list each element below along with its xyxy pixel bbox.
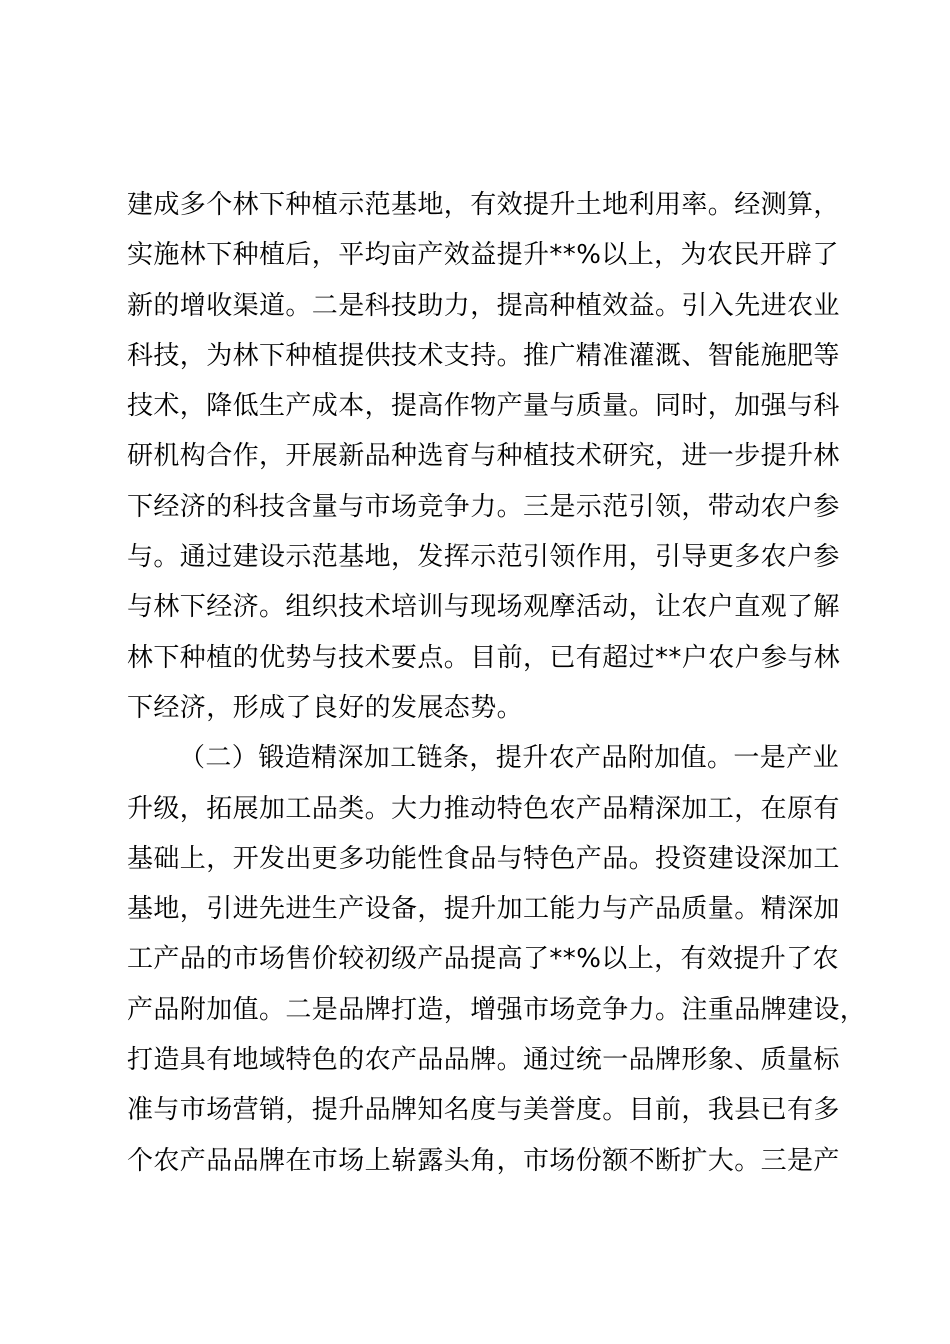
- text-line: 与。通过建设示范基地，发挥示范引领作用，引导更多农户参: [127, 542, 840, 573]
- text-line: 升级，拓展加工品类。大力推动特色农产品精深加工，在原有: [127, 793, 840, 824]
- text-line: 产品附加值。二是品牌打造，增强市场竞争力。注重品牌建设，: [127, 994, 867, 1025]
- text-line: 研机构合作，开展新品种选育与种植技术研究，进一步提升林: [127, 441, 840, 472]
- text-line: 新的增收渠道。二是科技助力，提高种植效益。引入先进农业: [127, 290, 840, 321]
- text-line: 建成多个林下种植示范基地，有效提升土地利用率。经测算，: [127, 190, 840, 220]
- text-line: 实施林下种植后，平均亩产效益提升**%以上，为农民开辟了: [127, 240, 839, 271]
- section-heading-line: （二）锻造精深加工链条，提升农产品附加值。一是产业: [179, 743, 840, 774]
- text-line: 科技，为林下种植提供技术支持。推广精准灌溉、智能施肥等: [127, 340, 840, 371]
- text-line: 林下种植的优势与技术要点。目前，已有超过**户农户参与林: [127, 642, 841, 673]
- text-line: 下经济，形成了良好的发展态势。: [127, 692, 524, 723]
- text-line: 技术，降低生产成本，提高作物产量与质量。同时，加强与科: [127, 391, 840, 422]
- text-line: 下经济的科技含量与市场竞争力。三是示范引领，带动农户参: [127, 491, 840, 522]
- text-line: 与林下经济。组织技术培训与现场观摩活动，让农户直观了解: [127, 592, 840, 623]
- text-line: 基地，引进先进生产设备，提升加工能力与产品质量。精深加: [127, 894, 840, 925]
- text-line: 工产品的市场售价较初级产品提高了**%以上，有效提升了农: [127, 944, 839, 975]
- text-line: 准与市场营销，提升品牌知名度与美誉度。目前，我县已有多: [127, 1095, 840, 1126]
- body-text: [127, 180, 867, 1186]
- text-line: 基础上，开发出更多功能性食品与特色产品。投资建设深加工: [127, 843, 840, 874]
- text-line: 个农产品品牌在市场上崭露头角，市场份额不断扩大。三是产: [127, 1145, 840, 1176]
- text-line: 打造具有地域特色的农产品品牌。通过统一品牌形象、质量标: [127, 1045, 840, 1076]
